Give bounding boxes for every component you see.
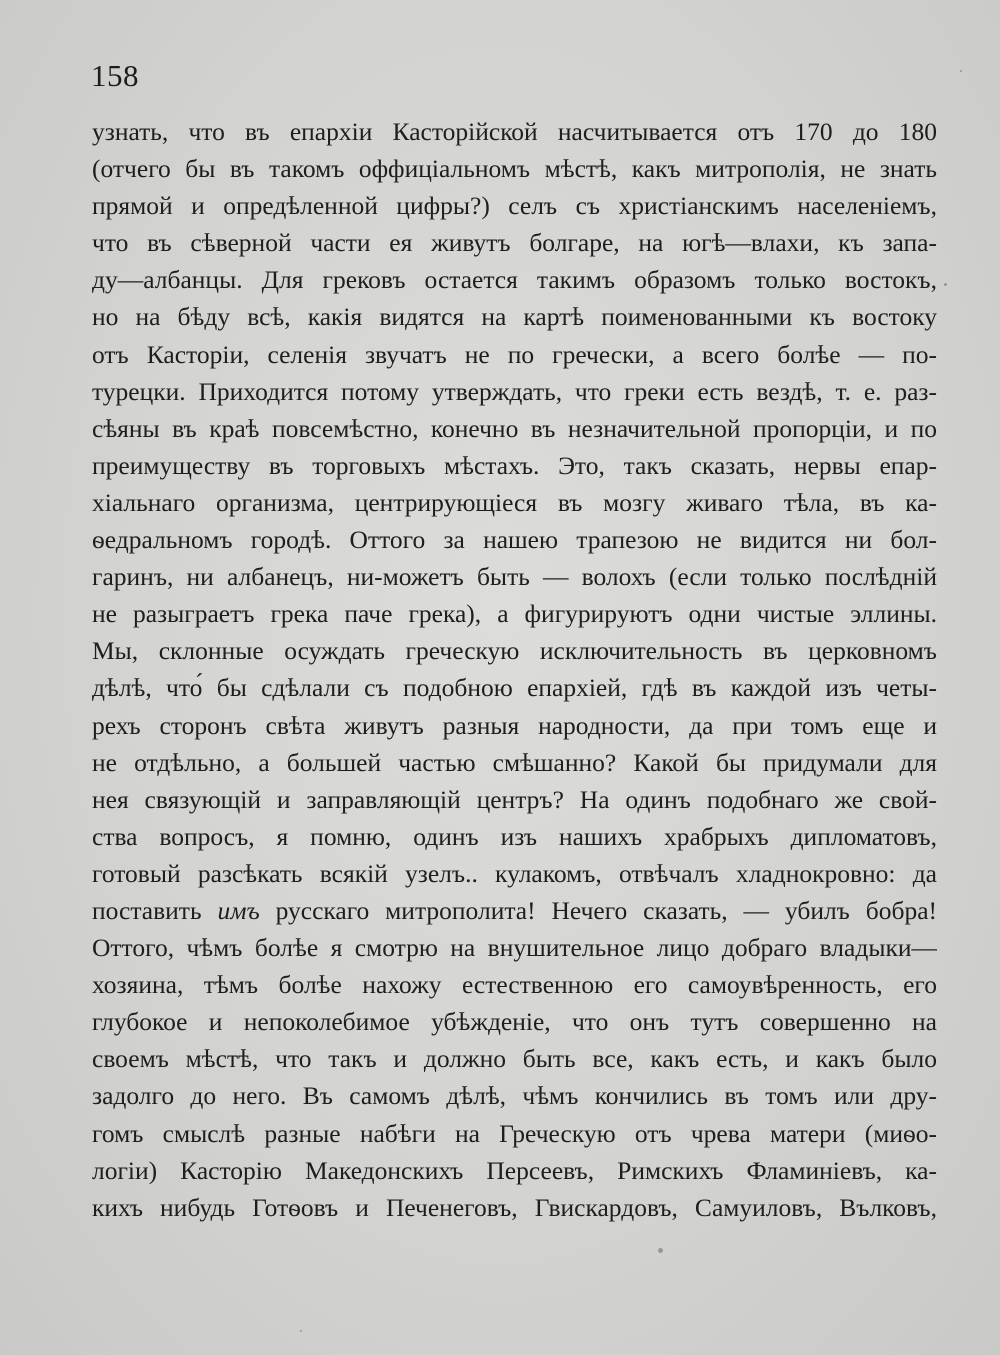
text-line: узнать, что въ епархіи Касторійской насчитывается отъ 170 до 180 — [92, 117, 937, 146]
body-text — [92, 113, 937, 1226]
text-line: своемъ мѣстѣ, что такъ и должно быть все, какъ есть, и какъ было — [92, 1044, 937, 1074]
text-line: рехъ сторонъ свѣта живутъ разныя народности, да при томъ еще и — [92, 710, 937, 740]
page-number: 158 — [91, 58, 139, 93]
text-line: гаринъ, ни албанецъ, ни-можетъ быть — волохъ (если только послѣдній — [92, 562, 937, 592]
text-line: отъ Касторіи, селенія звучатъ не по гречески, а всего болѣе — по- — [92, 339, 937, 369]
text-line: не отдѣльно, а большей частью смѣшанно? Какой бы придумали для — [92, 747, 937, 777]
text-line: гомъ смыслѣ разные набѣги на Греческую отъ чрева матери (миѳо- — [92, 1118, 937, 1148]
text-line: прямой и опредѣленной цифры?) селъ съ христіанскимъ населеніемъ, — [92, 191, 937, 221]
text-line: хіальнаго организма, центрирующіеся въ мозгу живаго тѣла, въ ка- — [92, 487, 937, 517]
paper-speck — [658, 1248, 663, 1253]
text-line: готовый разсѣкать всякій узелъ.. кулакомъ, отвѣчалъ хладнокровно: да — [92, 858, 937, 888]
text-line: что въ сѣверной части ея живутъ болгаре, на югѣ—влахи, къ запа- — [92, 228, 937, 258]
text-line: задолго до него. Въ самомъ дѣлѣ, чѣмъ кончились въ томъ или дру- — [92, 1081, 937, 1111]
text-line: сѣяны въ краѣ повсемѣстно, конечно въ незначительной пропорціи, и по — [92, 413, 937, 443]
text-line: нея связующій и заправляющій центръ? На одинъ подобнаго же свой- — [92, 784, 937, 814]
text-line: поставить имъ русскаго митрополита! Нечего сказать, — убилъ бобра! — [92, 895, 937, 925]
emphasized-word: имъ — [217, 895, 260, 925]
text-line: ду—албанцы. Для грековъ остается такимъ образомъ только востокъ, — [92, 265, 937, 295]
text-line: турецки. Приходится потому утверждать, что греки есть вездѣ, т. е. раз- — [92, 376, 937, 406]
text-line: логіи) Касторію Македонскихъ Персеевъ, Римскихъ Фламиніевъ, ка- — [92, 1155, 937, 1185]
text-line: дѣлѣ, что́ бы сдѣлали съ подобною епархіей, гдѣ въ каждой изъ четы- — [92, 673, 937, 703]
text-line: Оттого, чѣмъ болѣе я смотрю на внушительное лицо добраго владыки— — [92, 933, 937, 963]
paper-speck — [300, 1330, 302, 1332]
paper-speck — [960, 70, 962, 72]
paper-speck — [944, 283, 947, 286]
text-line: ства вопросъ, я помню, одинъ изъ нашихъ храбрыхъ дипломатовъ, — [92, 821, 937, 851]
text-line: кихъ нибудь Готѳовъ и Печенеговъ, Гвискардовъ, Самуиловъ, Вълковъ, — [92, 1192, 937, 1222]
text-line: глубокое и непоколебимое убѣжденіе, что онъ тутъ совершенно на — [92, 1007, 937, 1037]
text-line: не разыграетъ грека паче грека), а фигурируютъ одни чистые эллины. — [92, 599, 937, 629]
text-line: ѳедральномъ городѣ. Оттого за нашею трапезою не видится ни бол- — [92, 525, 937, 555]
text-line: Мы, склонные осуждать греческую исключительность въ церковномъ — [92, 636, 937, 666]
text-line: хозяина, тѣмъ болѣе нахожу естественною его самоувѣренность, его — [92, 970, 937, 1000]
text-line: но на бѣду всѣ, какія видятся на картѣ поименованными къ востоку — [92, 302, 937, 332]
text-line: (отчего бы въ такомъ оффиціальномъ мѣстѣ, какъ митрополія, не знать — [92, 154, 937, 184]
text-line: преимуществу въ торговыхъ мѣстахъ. Это, такъ сказать, нервы епар- — [92, 450, 937, 480]
